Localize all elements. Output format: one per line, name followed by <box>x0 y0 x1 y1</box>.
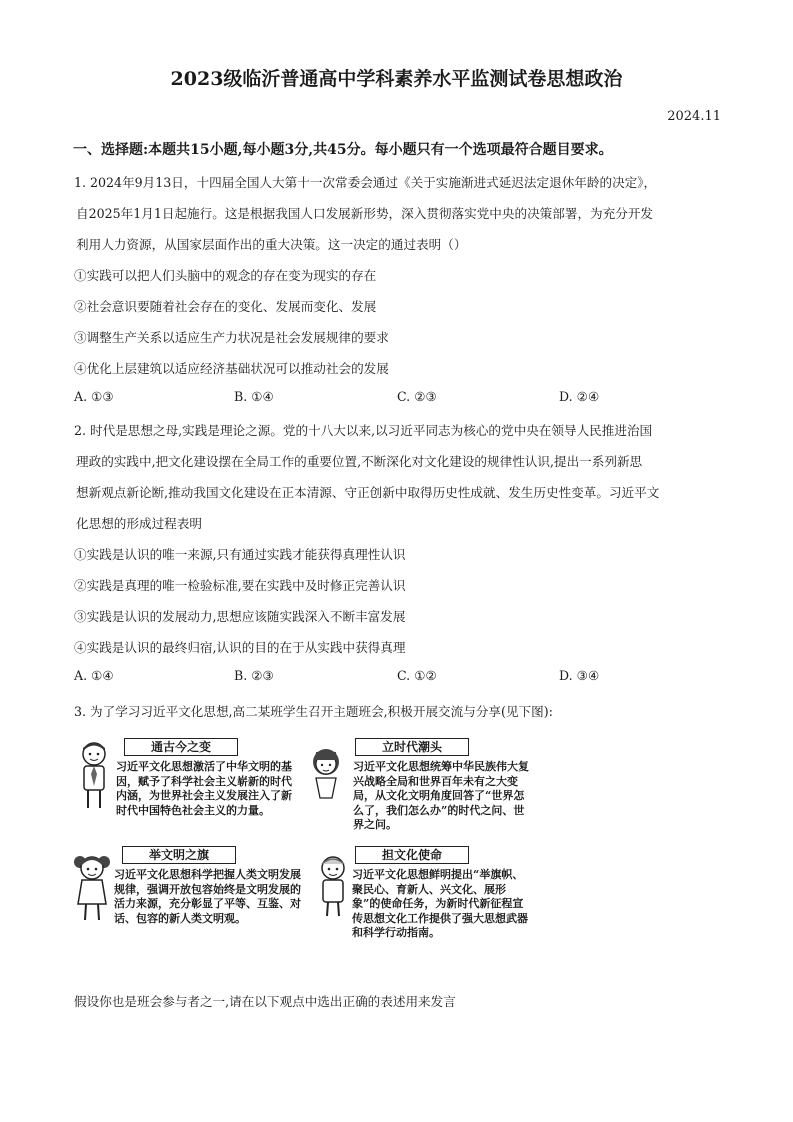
section-heading: 一、选择题:本题共15小题,每小题3分,共45分。每小题只有一个选项最符合题目要求。 <box>73 142 613 158</box>
card-text-1: 习近平文化思想激活了中华文明的基因，赋予了科学社会主义崭新的时代内涵，为世界社会主义发展注入了新时代中国特色社会主义的力量。 <box>116 760 292 817</box>
q2-stem-line-3: 想新观点新论断,推动我国文化建设在正本清源、守正创新中取得历史性成就、发生历史性变革。习近平文 <box>76 485 660 500</box>
q2-statement-4: ④实践是认识的最终归宿,认识的目的在于从实践中获得真理 <box>74 640 406 655</box>
q1-option-d: D. ②④ <box>559 389 600 404</box>
card-text-4: 习近平文化思想鲜明提出“举旗帜、聚民心、育新人、兴文化、展形象”的使命任务，为新时代新征程宣传思想文化工作提供了强大思想武器和科学行动指南。 <box>352 868 528 940</box>
elder-student-icon <box>316 854 350 918</box>
q1-statement-3: ③调整生产关系以适应生产力状况是社会发展规律的要求 <box>74 330 389 345</box>
card-title-4: 担文化使命 <box>355 846 469 864</box>
q2-statement-2: ②实践是真理的唯一检验标准,要在实践中及时修正完善认识 <box>74 578 406 593</box>
q1-statement-4: ④优化上层建筑以适应经济基础状况可以推动社会的发展 <box>74 361 389 376</box>
q1-statement-1: ①实践可以把人们头脑中的观念的存在变为现实的存在 <box>74 268 377 283</box>
discussion-figure <box>70 734 532 958</box>
q1-option-c: C. ②③ <box>397 389 437 404</box>
exam-date: 2024.11 <box>667 109 721 124</box>
q2-stem-line-4: 化思想的形成过程表明 <box>76 516 202 531</box>
q3-intro: 3. 为了学习习近平文化思想,高二某班学生召开主题班会,积极开展交流与分享(见下图): <box>74 704 553 719</box>
q1-stem-line-3: 利用人力资源，从国家层面作出的重大决策。这一决定的通过表明（） <box>76 237 467 252</box>
q2-option-c: C. ①② <box>397 668 437 683</box>
q1-stem-line-1: 1. 2024年9月13日，十四届全国人大第十一次常委会通过《关于实施渐进式延迟法定退休年龄的决定》， <box>74 175 657 190</box>
q1-option-a: A. ①③ <box>74 389 114 404</box>
q2-option-b: B. ②③ <box>234 668 274 683</box>
card-text-3: 习近平文化思想科学把握人类文明发展规律，强调开放包容始终是文明发展的活力来源，充分彰显了平等、互鉴、对话、包容的新人类文明观。 <box>114 868 301 925</box>
q1-statement-2: ②社会意识要随着社会存在的变化、发展而变化、发展 <box>74 299 377 314</box>
card-title-2: 立时代潮头 <box>355 738 469 756</box>
girl-with-pigtails-icon <box>72 852 112 922</box>
q2-statement-1: ①实践是认识的唯一来源,只有通过实践才能获得真理性认识 <box>74 547 406 562</box>
card-text-2: 习近平文化思想统筹中华民族伟大复兴战略全局和世界百年未有之大变局，从文化文明角度回答了“世界怎么了，我们怎么办”的时代之问、世界之问。 <box>353 760 529 832</box>
q1-stem-line-2: 自2025年1月1日起施行。这是根据我国人口发展新形势，深入贯彻落实党中央的决策部署，为充分开发 <box>76 206 654 221</box>
q2-option-d: D. ③④ <box>559 668 600 683</box>
q3-outro: 假设你也是班会参与者之一,请在以下观点中选出正确的表述用来发言 <box>74 994 456 1009</box>
q2-option-a: A. ①④ <box>74 668 114 683</box>
q1-option-b: B. ①④ <box>234 389 274 404</box>
q2-stem-line-2: 理政的实践中,把文化建设摆在全局工作的重要位置,不断深化对文化建设的规律性认识,提出一系列新思 <box>76 454 643 469</box>
girl-with-bangs-icon <box>310 744 342 800</box>
page-title: 2023级临沂普通高中学科素养水平监测试卷思想政治 <box>170 68 623 90</box>
q2-statement-3: ③实践是认识的发展动力,思想应该随实践深入不断丰富发展 <box>74 609 406 624</box>
q2-stem-line-1: 2. 时代是思想之母,实践是理论之源。党的十八大以来,以习近平同志为核心的党中央在领导人民推进治国 <box>74 423 653 438</box>
boy-with-tie-icon <box>76 740 112 812</box>
card-title-1: 通古今之变 <box>124 738 238 756</box>
card-title-3: 举文明之旗 <box>122 846 236 864</box>
